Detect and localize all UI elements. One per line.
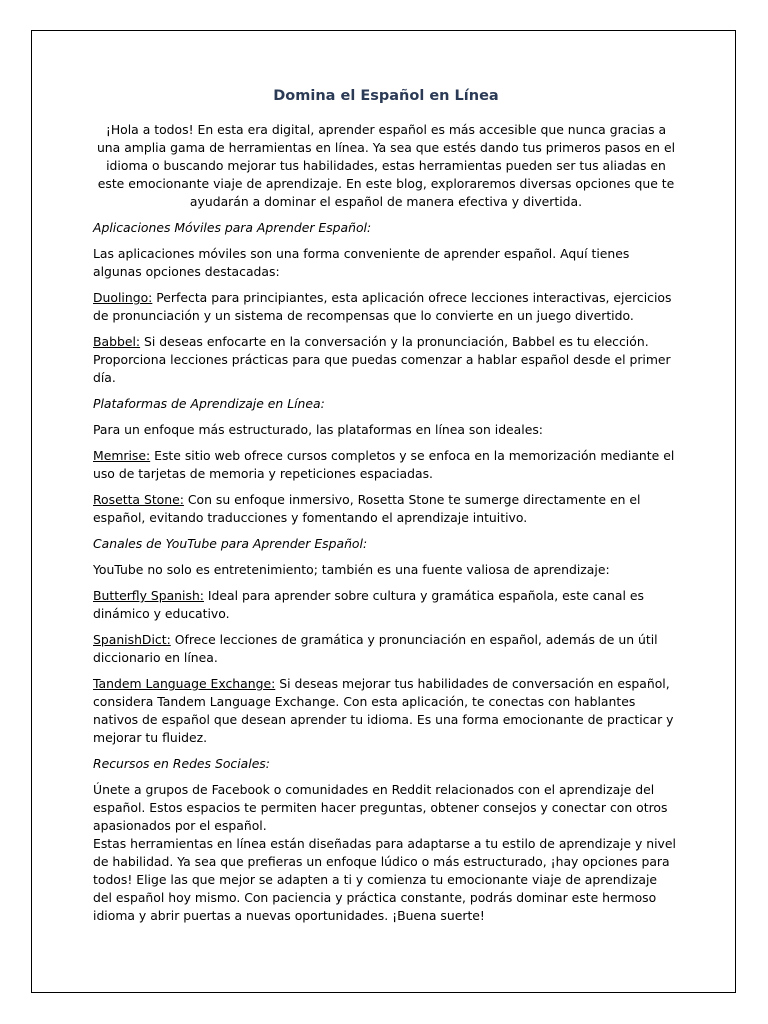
section-heading-youtube: Canales de YouTube para Aprender Español: — [93, 536, 368, 551]
item-text-duolingo: Perfecta para principiantes, esta aplicación ofrece lecciones interactivas, ejercicios de pronunciación y un sistema de recompensas que lo convierte en un juego divertido. — [93, 290, 672, 323]
section-lead-platforms: Para un enfoque más estructurado, las plataformas en línea son ideales: — [93, 422, 543, 437]
item-text-memrise: Este sitio web ofrece cursos completos y se enfoca en la memorización mediante el uso de tarjetas de memoria y repeticiones espaciadas. — [93, 448, 675, 481]
term-babbel: Babbel: — [93, 334, 141, 349]
section-lead-youtube: YouTube no solo es entretenimiento; también es una fuente valiosa de aprendizaje: — [93, 562, 610, 577]
item-text-rosetta-stone: Con su enfoque inmersivo, Rosetta Stone te sumerge directamente en el español, evitando traducciones y fomentando el aprendizaje intuitivo. — [93, 492, 641, 525]
document-title: Domina el Español en Línea — [273, 88, 499, 104]
closing-paragraph: Estas herramientas en línea están diseñadas para adaptarse a tu estilo de aprendizaje y nivel de habilidad. Ya sea que prefieras un enfoque lúdico o más estructurado, ¡hay opciones para todos! Elige las que mejor se adapten a ti y comienza tu emocionante viaje de aprendizaje del español hoy mismo. Con paciencia y práctica constante, podrás dominar este hermoso idioma y abrir puertas a nuevas oportunidades. ¡Buena suerte! — [93, 836, 676, 923]
term-rosetta-stone: Rosetta Stone: — [93, 492, 184, 507]
section-heading-apps: Aplicaciones Móviles para Aprender Español: — [93, 220, 372, 235]
social-paragraph: Únete a grupos de Facebook o comunidades en Reddit relacionados con el aprendizaje del español. Estos espacios te permiten hacer preguntas, obtener consejos y conectar con otros apasionados por el español. — [93, 782, 668, 833]
term-memrise: Memrise: — [93, 448, 151, 463]
document-page — [31, 30, 736, 993]
list-item-tandem — [93, 675, 679, 747]
section-heading-social: Recursos en Redes Sociales: — [93, 756, 270, 771]
list-item-butterfly-spanish — [93, 587, 679, 623]
list-item-memrise — [93, 447, 679, 483]
section-lead-apps: Las aplicaciones móviles son una forma conveniente de aprender español. Aquí tienes algunas opciones destacadas: — [93, 246, 630, 279]
term-spanishdict: SpanishDict: — [93, 632, 171, 647]
section-heading-platforms: Plataformas de Aprendizaje en Línea: — [93, 396, 325, 411]
item-text-butterfly-spanish: Ideal para aprender sobre cultura y gramática española, este canal es dinámico y educativo. — [93, 588, 644, 621]
term-butterfly-spanish: Butterfly Spanish: — [93, 588, 204, 603]
list-item-spanishdict — [93, 631, 679, 667]
document-content — [93, 87, 679, 925]
list-item-duolingo — [93, 289, 679, 325]
term-duolingo: Duolingo: — [93, 290, 153, 305]
item-text-tandem: Si deseas mejorar tus habilidades de conversación en español, considera Tandem Language Exchange. Con esta aplicación, te conectas con hablantes nativos de español que desean aprender tu idioma. Es una forma emocionante de practicar y mejorar tu fluidez. — [93, 676, 674, 745]
list-item-rosetta-stone — [93, 491, 679, 527]
intro-paragraph: ¡Hola a todos! En esta era digital, aprender español es más accesible que nunca gracias a una amplia gama de herramientas en línea. Ya sea que estés dando tus primeros pasos en el idioma o buscando mejorar tus habilidades, estas herramientas pueden ser tus aliadas en este emocionante viaje de aprendizaje. En este blog, exploraremos diversas opciones que te ayudarán a dominar el español de manera efectiva y divertida. — [96, 122, 676, 209]
term-tandem: Tandem Language Exchange: — [93, 676, 276, 691]
item-text-spanishdict: Ofrece lecciones de gramática y pronunciación en español, además de un útil diccionario en línea. — [93, 632, 658, 665]
list-item-babbel — [93, 333, 679, 387]
item-text-babbel: Si deseas enfocarte en la conversación y la pronunciación, Babbel es tu elección. Proporciona lecciones prácticas para que puedas comenzar a hablar español desde el primer día. — [93, 334, 671, 385]
